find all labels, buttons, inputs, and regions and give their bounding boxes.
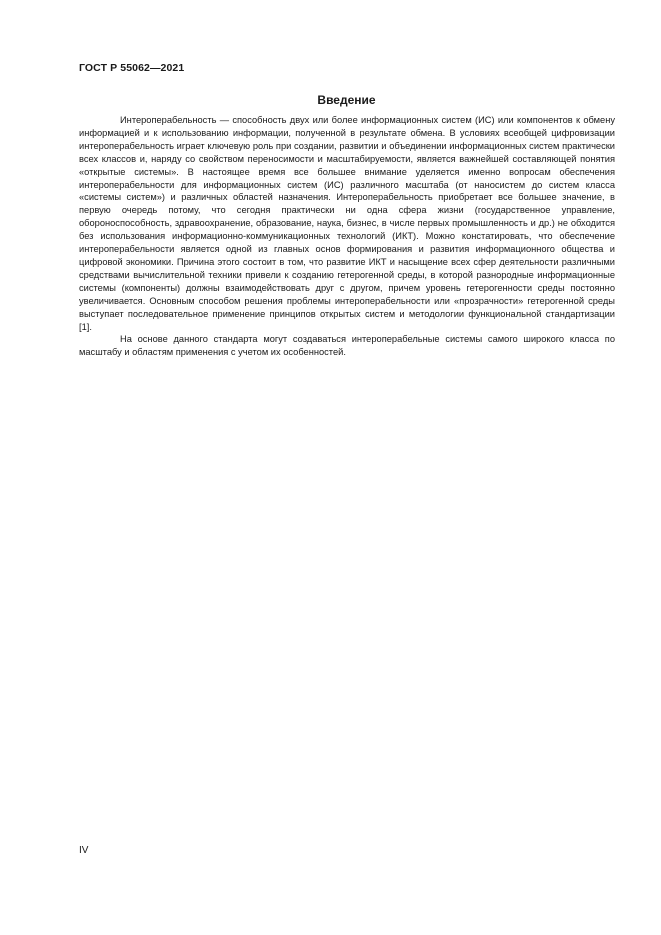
page-number: IV (79, 845, 89, 856)
section-body (79, 114, 615, 359)
document-header (79, 62, 184, 74)
section-title: Введение (317, 93, 376, 107)
paragraph-1: Интероперабельность — способность двух или более информационных систем (ИС) или компонентов к обмену информацией и к использованию информации, полученной в результате обмена. В условиях всеобщей цифровизации интероперабельность играет ключевую роль при создании, развитии и объединении информационных систем практически всех классов и, наряду со свойством переносимости и масштабируемости, является важнейшей составляющей понятия «открытые системы». В настоящее время все большее внимание уделяется именно вопросам обеспечения интероперабельности для информационных систем (ИС) различного масштаба (от наносистем до систем класса «системы систем») и различных областей назначения. Интероперабельность приобретает все большее значение, в первую очередь потому, что сегодня практически ни одна сфера жизни (государственное управление, обороноспособность, здравоохранение, образование, наука, бизнес, в числе первых промышленность и др.) не обходится без использования информационно-коммуникационных технологий (ИКТ). Можно констатировать, что обеспечение интероперабельности является одной из главных основ формирования и развития информационного общества и цифровой экономики. Причина этого состоит в том, что развитие ИКТ и насыщение всех сфер деятельности различными средствами вычислительной техники привели к созданию гетерогенной среды, в которой разнородные информационные системы (компоненты) должны взаимодействовать друг с другом, причем уровень гетерогенности среды постоянно увеличивается. Основным способом решения проблемы интероперабельности или «прозрачности» гетерогенной среды выступает последовательное применение принципов открытых систем и методологии функциональной стандартизации [1]. (79, 115, 615, 332)
paragraph-2: На основе данного стандарта могут создаваться интероперабельные системы самого широкого класса по масштабу и областям применения с учетом их особенностей. (79, 334, 615, 358)
standard-id: ГОСТ Р 55062—2021 (79, 62, 185, 74)
